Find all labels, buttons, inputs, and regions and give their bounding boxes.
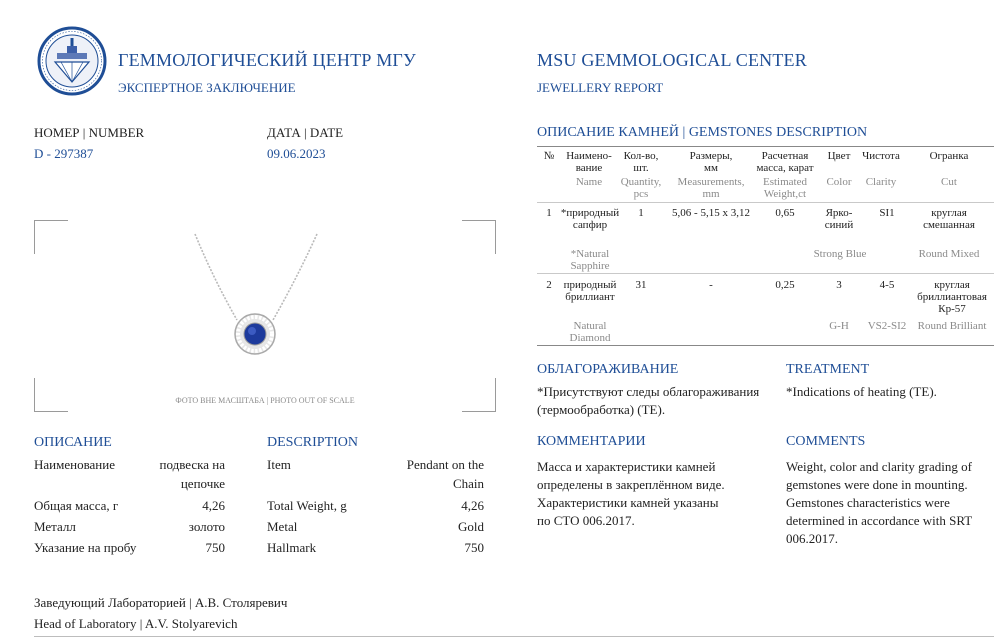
row1-color-ru: Ярко- синий xyxy=(824,207,854,231)
desc-en-weight-value: 4,26 xyxy=(461,498,484,513)
col-qty-header: Кол-во, шт. Quantity, pcs xyxy=(620,150,662,200)
report-number-label: НОМЕР | NUMBER xyxy=(34,125,145,140)
desc-ru-item-value: подвеска на xyxy=(159,457,225,472)
report-date-label: ДАТА | DATE xyxy=(267,125,344,140)
row1-name-ru: *природный сапфир xyxy=(560,207,620,231)
photo-frame-corner xyxy=(34,220,68,254)
desc-en-metal-label: Metal xyxy=(267,519,298,534)
photo-frame-corner xyxy=(34,378,68,412)
row1-qty: 1 xyxy=(638,207,644,219)
row2-name-en: Natural Diamond xyxy=(569,320,611,344)
col-num-header: № xyxy=(543,150,555,162)
desc-ru-hallmark-label: Указание на пробу xyxy=(34,540,137,555)
row1-weight: 0,65 xyxy=(775,207,795,219)
pendant-photo xyxy=(185,228,325,378)
row1-meas: 5,06 - 5,15 x 3,12 xyxy=(672,207,750,219)
row2-cut-en: Round Brilliant xyxy=(917,320,987,332)
gemstones-table xyxy=(537,147,994,347)
desc-ru-hallmark-value: 750 xyxy=(205,540,225,555)
treatment-en-heading: TREATMENT xyxy=(786,362,870,377)
comments-ru-heading: КОММЕНТАРИИ xyxy=(537,434,646,449)
row2-clarity-en: VS2-SI2 xyxy=(867,320,907,332)
row2-cut-ru: круглая бриллиантовая Кр-57 xyxy=(917,279,987,315)
desc-en-item-value-2: Chain xyxy=(452,476,484,491)
title-en: MSU GEMMOLOGICAL CENTER xyxy=(537,50,807,70)
desc-ru-weight-label: Общая масса, г xyxy=(34,498,119,513)
row2-clarity: 4-5 xyxy=(879,279,895,291)
treatment-ru-text-2: (термообработка) (TE). xyxy=(537,402,666,417)
comments-en-heading: COMMENTS xyxy=(786,434,866,449)
desc-en-hallmark-value: 750 xyxy=(464,540,484,555)
photo-frame-corner xyxy=(462,378,496,412)
title-ru: ГЕММОЛОГИЧЕСКИЙ ЦЕНТР МГУ xyxy=(118,50,416,70)
desc-ru-weight-value: 4,26 xyxy=(202,498,225,513)
description-ru-heading: ОПИСАНИЕ xyxy=(34,435,112,450)
table-row-rule xyxy=(537,273,994,274)
row2-name-ru: природный бриллиант xyxy=(563,279,617,303)
gemstones-heading: ОПИСАНИЕ КАМНЕЙ | GEMSTONES DESCRIPTION xyxy=(537,125,868,140)
col-clarity-header: Чистота Clarity xyxy=(862,150,900,188)
desc-en-metal-value: Gold xyxy=(458,519,484,534)
footer-signature-ru: Заведующий Лабораторией | А.В. Столяревич xyxy=(34,595,288,610)
subtitle-en: JEWELLERY REPORT xyxy=(537,80,664,95)
report-date-value: 09.06.2023 xyxy=(267,146,326,161)
col-name-header: Наимено- вание Name xyxy=(566,150,612,188)
table-bottom-rule xyxy=(537,345,994,346)
row1-cut-en: Round Mixed xyxy=(918,248,980,260)
desc-en-item-value: Pendant on the xyxy=(406,457,484,472)
report-number-value: D - 297387 xyxy=(34,146,94,161)
row1-num: 1 xyxy=(546,207,552,219)
row2-color-en: G-H xyxy=(829,320,849,332)
table-header-rule xyxy=(537,202,994,203)
row2-color-ru: 3 xyxy=(836,279,842,291)
footer-rule xyxy=(34,636,994,637)
desc-ru-metal-value: золото xyxy=(188,519,225,534)
comments-en-text: Weight, color and clarity grading of gemstones were done in mounting. Gemstones characteristics were determined in accordance with SRT 006.2017. xyxy=(786,459,973,546)
col-meas-header: Размеры, мм Measurements, mm xyxy=(677,150,745,200)
photo-caption: ФОТО ВНЕ МАСШТАБА | PHOTO OUT OF SCALE xyxy=(175,396,355,405)
row1-color-en: Strong Blue xyxy=(813,248,867,260)
photo-frame-corner xyxy=(462,220,496,254)
row2-num: 2 xyxy=(546,279,552,291)
subtitle-ru: ЭКСПЕРТНОЕ ЗАКЛЮЧЕНИЕ xyxy=(118,80,296,95)
footer-signature-en: Head of Laboratory | A.V. Stolyarevich xyxy=(34,616,238,631)
row2-weight: 0,25 xyxy=(775,279,795,291)
desc-en-item-label: Item xyxy=(267,457,291,472)
col-weight-header: Расчетная масса, карат Estimated Weight,ct xyxy=(756,150,814,200)
description-en-heading: DESCRIPTION xyxy=(267,435,359,450)
desc-ru-metal-label: Металл xyxy=(34,519,76,534)
row1-clarity: SI1 xyxy=(879,207,895,219)
col-color-header: Цвет Color xyxy=(826,150,852,188)
desc-en-hallmark-label: Hallmark xyxy=(267,540,317,555)
row2-meas: - xyxy=(709,279,713,291)
col-cut-header: Огранка Cut xyxy=(929,150,969,188)
comments-ru-text: Масса и характеристики камней определены в закреплённом виде. Характеристики камней указаны по СТО 006.2017. xyxy=(537,459,725,528)
row2-qty: 31 xyxy=(635,279,647,291)
msu-gemmological-logo xyxy=(37,26,107,96)
desc-en-weight-label: Total Weight, g xyxy=(267,498,347,513)
row1-cut-ru: круглая смешанная xyxy=(923,207,975,231)
desc-ru-item-value-2: цепочке xyxy=(180,476,225,491)
treatment-en-text: *Indications of heating (TE). xyxy=(786,384,937,399)
row1-name-en: *Natural Sapphire xyxy=(570,248,610,272)
treatment-ru-text-1: *Присутствуют следы облагораживания xyxy=(537,384,760,399)
treatment-ru-heading: ОБЛАГОРАЖИВАНИЕ xyxy=(537,362,679,377)
desc-ru-item-label: Наименование xyxy=(34,457,115,472)
